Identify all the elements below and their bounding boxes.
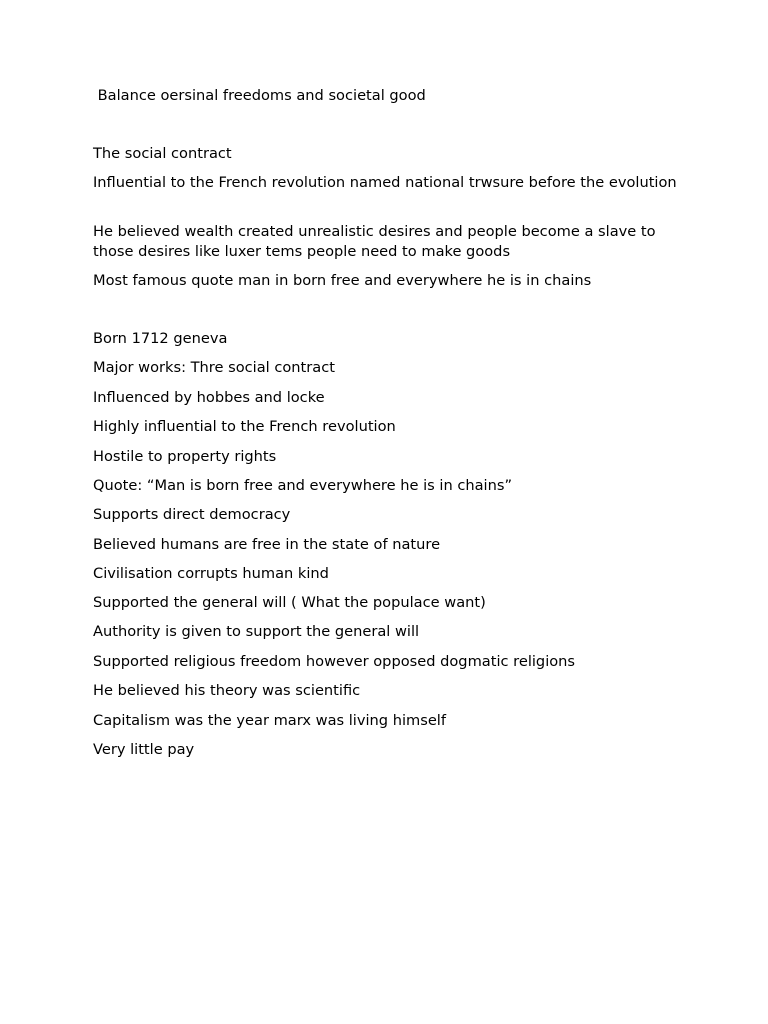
- paragraph: He believed wealth created unrealistic desires and people become a slave to those desires like luxer tems people need to make goods: [93, 223, 656, 260]
- paragraph: Very little pay: [93, 741, 195, 758]
- paragraph: Influential to the French revolution named national trwsure before the evolution: [93, 174, 677, 191]
- paragraph: Hostile to property rights: [93, 448, 277, 465]
- paragraph: Supported the general will ( What the populace want): [93, 594, 486, 611]
- paragraph: Born 1712 geneva: [93, 330, 228, 347]
- paragraph: He believed his theory was scientific: [93, 682, 361, 699]
- paragraph: Most famous quote man in born free and everywhere he is in chains: [93, 272, 592, 289]
- paragraph: Supports direct democracy: [93, 506, 291, 523]
- paragraph: Highly influential to the French revolution: [93, 418, 396, 435]
- document-heading: Balance oersinal freedoms and societal good: [93, 87, 426, 104]
- paragraph: The social contract: [93, 145, 232, 162]
- paragraph: Believed humans are free in the state of nature: [93, 536, 441, 553]
- paragraph: Major works: Thre social contract: [93, 359, 335, 376]
- paragraph: Quote: “Man is born free and everywhere he is in chains”: [93, 477, 513, 494]
- paragraph: Capitalism was the year marx was living himself: [93, 712, 447, 729]
- paragraph: Influenced by hobbes and locke: [93, 389, 325, 406]
- paragraph: Supported religious freedom however opposed dogmatic religions: [93, 653, 576, 670]
- paragraph: Civilisation corrupts human kind: [93, 565, 329, 582]
- paragraph: Authority is given to support the general will: [93, 623, 420, 640]
